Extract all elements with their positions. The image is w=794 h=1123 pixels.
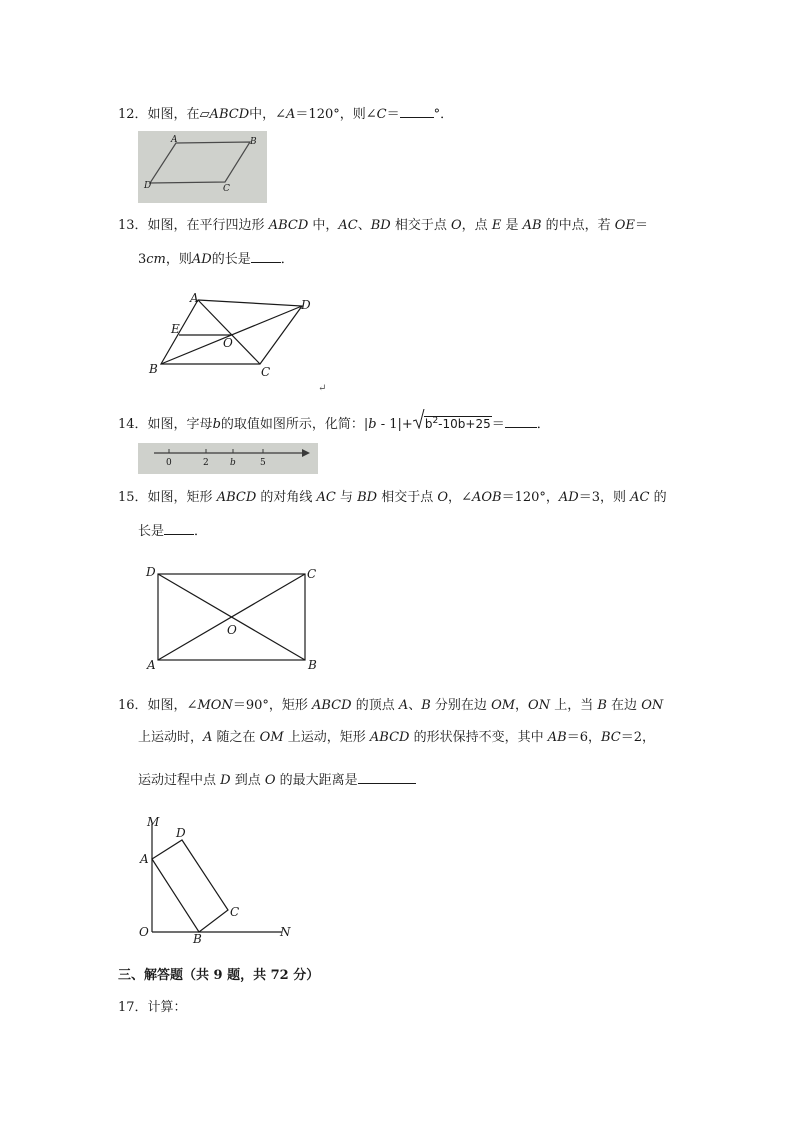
answer-blank[interactable]: [358, 771, 416, 784]
label-c: C: [230, 905, 240, 919]
q16-line2: [138, 730, 655, 746]
answer-blank[interactable]: [505, 415, 537, 428]
label-a: A: [190, 291, 199, 305]
label-d: D: [144, 181, 152, 191]
sqrt-expression: $b^2-10b+25$: [413, 413, 492, 433]
text-segment: 的对角线: [256, 490, 317, 505]
text-segment: ABCD: [312, 698, 352, 713]
text-segment: 的: [649, 490, 667, 505]
q12-text: 12．如图，在▱ABCD中，∠A＝120°，则∠C＝ °．: [118, 107, 454, 122]
label-d: D: [146, 565, 156, 579]
q14-number-line-figure: [138, 443, 318, 474]
text-segment: B: [597, 698, 607, 713]
text-segment: 如图，矩形: [147, 490, 217, 505]
q12-parallelogram-figure: [138, 131, 267, 203]
label-d: D: [176, 826, 186, 840]
text-segment: AC: [316, 490, 336, 505]
text-segment: D: [220, 773, 231, 788]
q13-parallelogram-figure: [145, 290, 335, 380]
q14-number: 14．: [118, 417, 148, 432]
text-segment: 随之在: [212, 730, 260, 745]
text-segment: ON: [528, 698, 551, 713]
q13-line2: 3cm，则AD的长是 ．: [138, 252, 294, 267]
text-segment: 分别在边: [430, 698, 492, 713]
text-segment: BC: [600, 730, 621, 745]
text-segment: A: [203, 730, 213, 745]
text-segment: 上运动时，: [138, 730, 204, 745]
text-segment: 上运动，矩形: [283, 730, 370, 745]
q15-seg: [148, 490, 667, 505]
text-segment: 如图，在平行四边形: [147, 218, 269, 233]
text-segment: 中，: [308, 218, 339, 233]
q13-line1: [118, 218, 648, 234]
tick-label: 5: [260, 458, 266, 468]
text-segment: ＝3，则: [578, 490, 631, 505]
label-c: C: [223, 184, 230, 194]
q16-seg: [138, 730, 655, 745]
text-segment: 的中点，若: [541, 218, 615, 233]
label-a: A: [140, 852, 149, 866]
text-segment: AB: [522, 218, 542, 233]
label-n: N: [280, 925, 291, 939]
text-segment: A: [398, 698, 409, 713]
q17-number: 17．: [118, 1000, 148, 1015]
tick-label: 0: [166, 458, 172, 468]
q17-text: 17．计算：: [118, 1000, 187, 1015]
text-segment: E: [491, 218, 502, 233]
text-segment: ＝2，: [620, 730, 655, 745]
label-d: D: [301, 298, 311, 312]
label-o: O: [139, 925, 149, 939]
text-segment: ＝90°，矩形: [232, 698, 312, 713]
q16-seg: [148, 698, 664, 713]
label-a: A: [171, 135, 178, 145]
text-segment: ON: [641, 698, 664, 713]
radical-sign-icon: [413, 409, 425, 429]
text-segment: ABCD: [216, 490, 257, 505]
q16-line3: [138, 771, 416, 789]
text-segment: ＝: [634, 218, 648, 233]
text-segment: 在边: [606, 698, 642, 713]
tick-label: b: [230, 458, 236, 468]
text-segment: ABCD: [268, 218, 309, 233]
q16-rectangle-figure: [135, 812, 300, 947]
text-segment: 如图，: [147, 698, 187, 713]
text-segment: 相交于点: [390, 218, 451, 233]
label-o: O: [227, 623, 237, 637]
text-segment: OM: [491, 698, 516, 713]
label-c: C: [261, 365, 271, 379]
text-segment: 上，当: [550, 698, 598, 713]
q15-number: 15．: [118, 490, 148, 505]
text-segment: B: [421, 698, 431, 713]
text-segment: O: [451, 218, 462, 233]
text-segment: AB: [547, 730, 567, 745]
return-mark: ↵: [318, 383, 327, 394]
label-b: B: [250, 137, 257, 147]
text-segment: ∠AOB: [461, 490, 502, 505]
text-segment: OM: [259, 730, 284, 745]
label-m: M: [147, 815, 160, 829]
q14-text: 14．如图，字母b的取值如图所示，化简：|b - 1|+ $b^2-10b+25=$ ．: [118, 413, 550, 433]
label-b: B: [149, 362, 158, 376]
label-b: B: [308, 658, 317, 672]
label-e: E: [171, 322, 180, 336]
q13-seg: [148, 218, 648, 233]
section-heading: 三、解答题（共 9 题，共 72 分）: [118, 968, 320, 983]
text-segment: AC: [338, 218, 358, 233]
text-segment: O: [264, 773, 276, 788]
text-segment: OE: [614, 218, 635, 233]
tick-label: 2: [203, 458, 209, 468]
text-segment: 、: [357, 218, 371, 233]
text-segment: ，: [515, 698, 529, 713]
q16-seg: [138, 773, 358, 788]
answer-blank[interactable]: [251, 250, 281, 263]
q15-rectangle-figure: [140, 562, 330, 674]
text-segment: BD: [370, 218, 391, 233]
q16-line1: [118, 698, 663, 714]
q16-number: 16．: [118, 698, 148, 713]
text-segment: ＝6，: [566, 730, 601, 745]
q12-number: 12．: [118, 107, 148, 122]
label-o: O: [223, 336, 233, 350]
answer-blank[interactable]: [164, 522, 194, 535]
text-segment: 相交于点: [377, 490, 438, 505]
text-segment: 、: [408, 698, 422, 713]
text-segment: 的最大距离是: [275, 773, 358, 788]
q15-line2: 长是 ．: [138, 524, 208, 539]
text-segment: ，: [448, 490, 462, 505]
answer-blank[interactable]: [400, 105, 434, 118]
text-segment: ∠MON: [186, 698, 233, 713]
text-segment: 的形状保持不变，其中: [409, 730, 548, 745]
text-segment: BD: [357, 490, 378, 505]
q13-number: 13．: [118, 218, 148, 233]
text-segment: 与: [335, 490, 358, 505]
text-segment: ＝120°，: [501, 490, 559, 505]
text-segment: AC: [630, 490, 650, 505]
text-segment: ，点: [461, 218, 492, 233]
q15-line1: [118, 490, 667, 506]
text-segment: O: [437, 490, 449, 505]
label-a: A: [147, 658, 156, 672]
text-segment: ABCD: [369, 730, 410, 745]
label-b: B: [193, 932, 202, 946]
text-segment: 的顶点: [351, 698, 399, 713]
text-segment: 到点: [230, 773, 265, 788]
label-c: C: [307, 567, 317, 581]
text-segment: 是: [501, 218, 523, 233]
text-segment: 运动过程中点: [138, 773, 221, 788]
text-segment: AD: [558, 490, 579, 505]
